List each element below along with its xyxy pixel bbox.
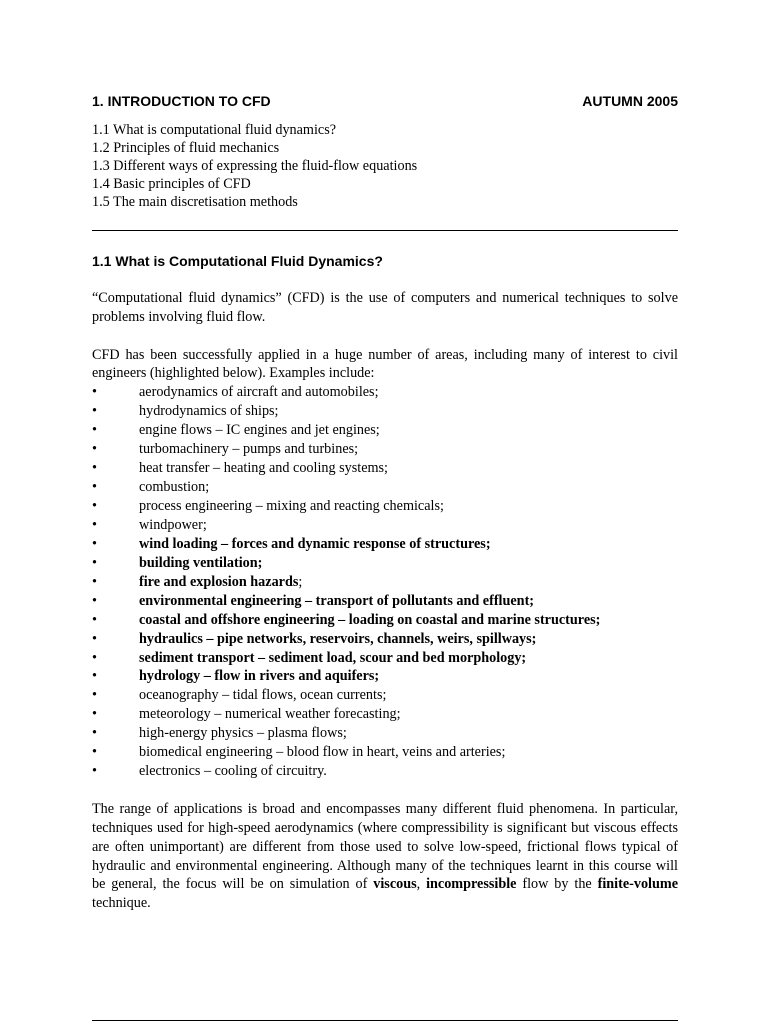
example-item — [92, 743, 678, 762]
toc-item: 1.1 What is computational fluid dynamics? — [92, 122, 337, 138]
example-item — [92, 649, 678, 668]
example-item — [92, 440, 678, 459]
bullet-icon: • — [92, 384, 97, 401]
chapter-title: 1. INTRODUCTION TO CFD — [92, 93, 271, 109]
toc-item: 1.5 The main discretisation methods — [92, 194, 298, 210]
bullet-icon: • — [92, 441, 97, 458]
example-text: fire and explosion hazards — [139, 573, 299, 590]
emphasis-finite-volume: finite-volume — [597, 876, 679, 893]
bullet-icon: • — [92, 744, 97, 761]
example-text: coastal and offshore engineering – loading on coastal and marine structures; — [139, 611, 601, 628]
section-heading: 1.1 What is Computational Fluid Dynamics? — [92, 253, 383, 269]
bullet-icon: • — [92, 763, 97, 780]
example-text: wind loading – forces and dynamic response of structures; — [139, 535, 491, 552]
example-item — [92, 535, 678, 554]
example-item — [92, 383, 678, 402]
emphasis-viscous: viscous — [373, 876, 417, 893]
example-item — [92, 630, 678, 649]
table-of-contents — [92, 121, 678, 211]
example-item — [92, 592, 678, 611]
bullet-icon: • — [92, 478, 97, 495]
bullet-icon: • — [92, 516, 97, 533]
bullet-icon: • — [92, 611, 97, 628]
bullet-icon: • — [92, 497, 97, 514]
example-text: meteorology – numerical weather forecasting; — [139, 706, 401, 723]
example-text: environmental engineering – transport of pollutants and effluent; — [139, 592, 535, 609]
bullet-icon: • — [92, 592, 97, 609]
bullet-icon: • — [92, 630, 97, 647]
example-text: aerodynamics of aircraft and automobiles; — [139, 384, 379, 401]
example-item — [92, 762, 678, 781]
example-item — [92, 497, 678, 516]
bullet-icon: • — [92, 403, 97, 420]
example-text: windpower; — [139, 516, 207, 533]
term-label: AUTUMN 2005 — [582, 93, 678, 109]
bullet-icon: • — [92, 573, 97, 590]
bullet-icon: • — [92, 460, 97, 476]
example-item — [92, 516, 678, 535]
document-page — [92, 92, 678, 927]
toc-item: 1.4 Basic principles of CFD — [92, 176, 251, 192]
example-text: building ventilation; — [139, 554, 263, 571]
bullet-icon: • — [92, 649, 97, 666]
example-text: high-energy physics – plasma flows; — [139, 725, 347, 742]
closing-text: technique. — [92, 895, 151, 912]
closing-text: The range of applications is broad and encompasses many different fluid phenomena. In particular, techniques used for high-speed aerodynamics (where compressibility is significant but viscous effects are often unimportant) are different from those used to solve low-speed, frictional flows typical of hydraulic and environmental engineering. Although many of the techniques learnt in this course will be general, the focus will be on simulation of — [92, 801, 678, 893]
closing-separator: , — [416, 876, 427, 893]
example-text: combustion; — [139, 478, 210, 495]
bullet-icon: • — [92, 422, 97, 439]
example-item — [92, 421, 678, 440]
example-item — [92, 667, 678, 686]
example-item — [92, 686, 678, 705]
example-text: heat transfer – heating and cooling systems; — [139, 460, 389, 476]
bullet-icon: • — [92, 554, 97, 571]
definition-paragraph: “Computational fluid dynamics” (CFD) is the use of computers and numerical techniques to solve problems involving fluid flow. — [92, 290, 678, 325]
emphasis-incompressible: incompressible — [426, 876, 517, 893]
example-suffix: ; — [298, 573, 303, 590]
toc-item: 1.2 Principles of fluid mechanics — [92, 140, 280, 156]
example-item — [92, 611, 678, 630]
example-item — [92, 724, 678, 743]
bullet-icon: • — [92, 687, 97, 704]
footer-divider — [92, 1020, 678, 1021]
example-text: hydraulics – pipe networks, reservoirs, channels, weirs, spillways; — [139, 630, 537, 647]
example-text: sediment transport – sediment load, scour and bed morphology; — [139, 649, 527, 666]
closing-paragraph — [92, 800, 678, 913]
intro-paragraph: CFD has been successfully applied in a huge number of areas, including many of interest to civil engineers (highlighted below). Examples include: — [92, 346, 678, 382]
closing-text: flow by the — [516, 876, 598, 893]
example-item — [92, 554, 678, 573]
bullet-icon: • — [92, 535, 97, 552]
example-item — [92, 573, 678, 592]
example-item — [92, 705, 678, 724]
bullet-icon: • — [92, 725, 97, 742]
bullet-icon: • — [92, 706, 97, 723]
example-text: oceanography – tidal flows, ocean currents; — [139, 687, 387, 704]
example-text: hydrodynamics of ships; — [139, 403, 279, 420]
section-divider — [92, 230, 678, 231]
example-text: biomedical engineering – blood flow in heart, veins and arteries; — [139, 744, 506, 761]
toc-item: 1.3 Different ways of expressing the fluid-flow equations — [92, 158, 418, 174]
example-text: hydrology – flow in rivers and aquifers; — [139, 668, 380, 685]
page-header — [92, 92, 678, 110]
example-item — [92, 459, 678, 478]
bullet-icon: • — [92, 668, 97, 685]
example-text: engine flows – IC engines and jet engines; — [139, 422, 380, 439]
example-item — [92, 402, 678, 421]
example-text: electronics – cooling of circuitry. — [139, 763, 327, 780]
example-item — [92, 478, 678, 497]
example-text: process engineering – mixing and reacting chemicals; — [139, 497, 444, 514]
example-text: turbomachinery – pumps and turbines; — [139, 441, 359, 458]
examples-list — [92, 383, 678, 781]
